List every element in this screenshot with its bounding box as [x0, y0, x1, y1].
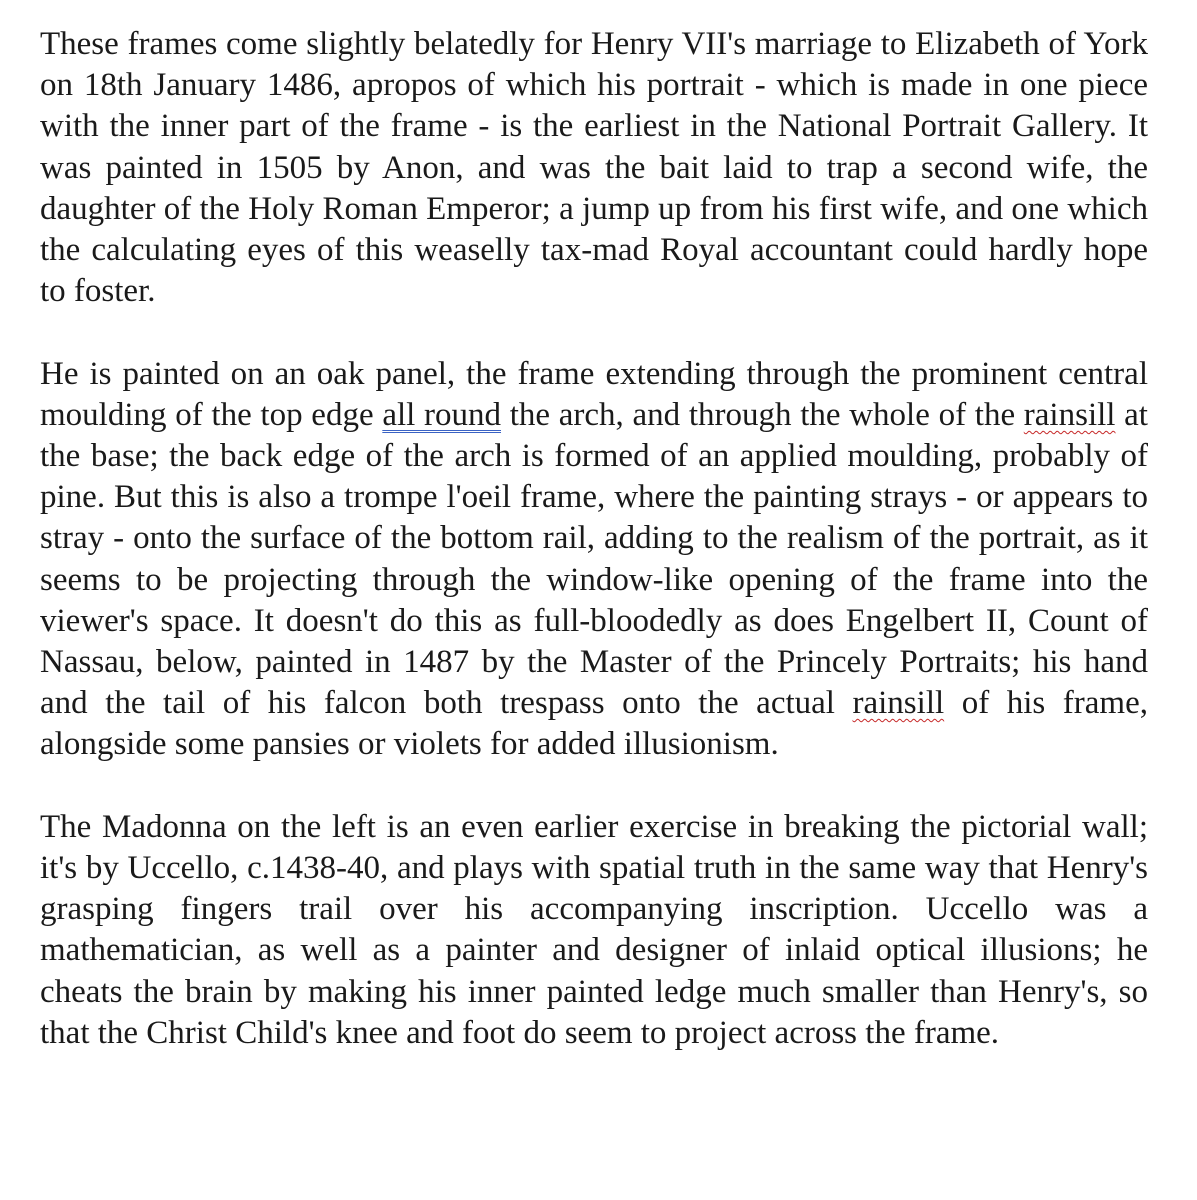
spelling-error-rainsill[interactable]: rainsill	[1023, 396, 1116, 433]
paragraph-oak-panel-frame	[40, 354, 1148, 766]
paragraph-madonna-uccello	[40, 807, 1148, 1054]
spelling-error-rainsill[interactable]: rainsill	[852, 685, 945, 722]
paragraph-text: of his frame, alongside some pansies or violets for added illusionism.	[40, 685, 1148, 763]
document-body	[40, 24, 1148, 1095]
paragraph-text: These frames come slightly belatedly for Henry VII's marriage to Elizabeth of York on 18th January 1486, apropos of which his portrait - which is made in one piece with the inner part of the frame - is the earliest in the National Portrait Gallery. It was painted in 1505 by Anon, and was the bait laid to trap a second wife, the daughter of the Holy Roman Emperor; a jump up from his first wife, and one which the calculating eyes of this weaselly tax-mad Royal accountant could hardly hope to foster.	[40, 26, 1148, 310]
paragraph-henry-vii-marriage	[40, 24, 1148, 312]
paragraph-text: the arch, and through the whole of the	[501, 396, 1024, 433]
paragraph-text: at the base; the back edge of the arch is formed of an applied moulding, probably of pine. But this is also a trompe l'oeil frame, where the painting strays - or appears to stray - onto the surface of the bottom rail, adding to the realism of the portrait, as it seems to be projecting through the window-like opening of the frame into the viewer's space. It doesn't do this as full-bloodedly as does Engelbert II, Count of Nassau, below, painted in 1487 by the Master of the Princely Portraits; his hand and the tail of his falcon both trespass onto the actual	[40, 396, 1148, 722]
grammar-suggestion-all-round[interactable]: all round	[382, 396, 501, 433]
paragraph-text: The Madonna on the left is an even earlier exercise in breaking the pictorial wall; it's by Uccello, c.1438-40, and plays with spatial truth in the same way that Henry's grasping fingers trail over his accompanying inscription. Uccello was a mathematician, as well as a painter and designer of inlaid optical illusions; he cheats the brain by making his inner painted ledge much smaller than Henry's, so that the Christ Child's knee and foot do seem to project across the frame.	[40, 808, 1148, 1051]
paragraph-text: He is painted on an oak panel, the frame extending through the prominent central moulding of the top edge	[40, 355, 1148, 433]
